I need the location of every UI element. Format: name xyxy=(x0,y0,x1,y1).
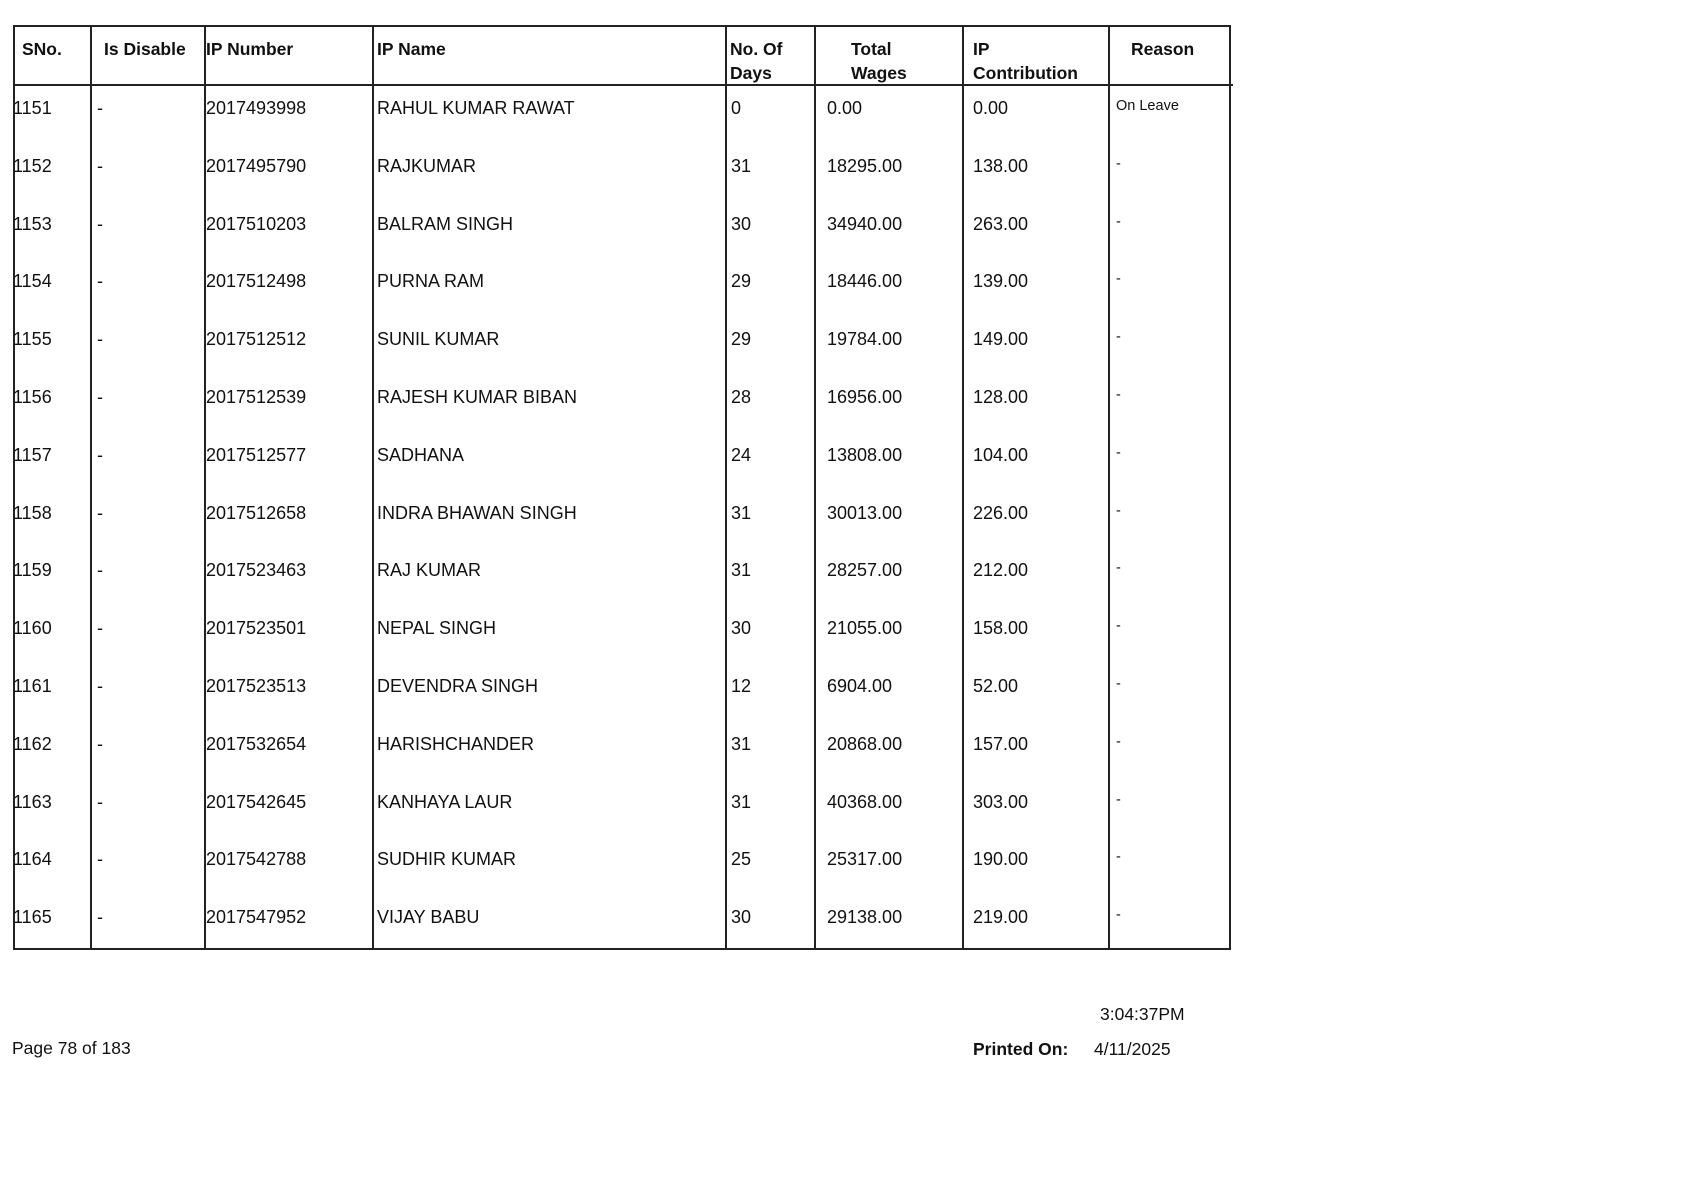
cell-sno: 1161 xyxy=(13,676,52,696)
cell-ip-number: 2017512658 xyxy=(206,502,307,523)
cell-sno: 1156 xyxy=(13,387,52,407)
cell-reason: - xyxy=(1116,907,1121,924)
cell-is-disable: - xyxy=(97,849,103,870)
cell-total-wages: 40368.00 xyxy=(827,791,903,812)
cell-days: 31 xyxy=(731,560,752,581)
cell-reason: - xyxy=(1116,387,1121,403)
cell-total-wages: 21055.00 xyxy=(827,618,903,639)
cell-sno: 1159 xyxy=(13,560,52,581)
cell-reason: - xyxy=(1116,155,1121,172)
cell-total-wages: 13808.00 xyxy=(827,444,903,465)
cell-ip-name: VIJAY BABU xyxy=(377,907,480,928)
column-header-ip-number: IP Number xyxy=(206,39,294,59)
cell-is-disable: - xyxy=(97,618,103,639)
cell-ip-number: 2017523501 xyxy=(206,618,307,639)
column-header-sno: SNo. xyxy=(22,39,62,59)
column-header-is-disable: Is Disable xyxy=(104,39,186,59)
cell-ip-contribution: 190.00 xyxy=(973,849,1029,870)
column-header-ip-contribution: IP Contribution xyxy=(973,39,1078,83)
cell-days: 31 xyxy=(731,502,752,523)
cell-ip-name: RAHUL KUMAR RAWAT xyxy=(377,98,575,118)
cell-days: 30 xyxy=(731,213,752,234)
cell-ip-number: 2017532654 xyxy=(206,733,307,754)
cell-total-wages: 18446.00 xyxy=(827,271,903,292)
cell-total-wages: 25317.00 xyxy=(827,849,903,870)
cell-ip-contribution: 158.00 xyxy=(973,618,1029,639)
cell-days: 25 xyxy=(731,849,752,870)
cell-total-wages: 18295.00 xyxy=(827,155,903,176)
cell-sno: 1153 xyxy=(13,213,52,234)
cell-reason: On Leave xyxy=(1116,98,1179,114)
cell-days: 31 xyxy=(731,791,752,812)
cell-total-wages: 29138.00 xyxy=(827,907,903,928)
cell-ip-number: 2017523513 xyxy=(206,676,307,696)
cell-total-wages: 30013.00 xyxy=(827,502,903,523)
cell-ip-contribution: 139.00 xyxy=(973,271,1029,292)
cell-sno: 1162 xyxy=(13,733,52,754)
cell-ip-number: 2017523463 xyxy=(206,560,307,581)
cell-sno: 1160 xyxy=(13,618,52,639)
cell-reason: - xyxy=(1116,329,1121,346)
cell-is-disable: - xyxy=(97,155,103,176)
cell-is-disable: - xyxy=(97,676,103,696)
cell-is-disable: - xyxy=(97,733,103,754)
cell-ip-number: 2017512539 xyxy=(206,387,307,407)
cell-is-disable: - xyxy=(97,213,103,234)
cell-days: 31 xyxy=(731,733,752,754)
cell-ip-number: 2017493998 xyxy=(206,98,307,118)
column-divider xyxy=(725,25,727,950)
cell-sno: 1164 xyxy=(13,849,52,870)
cell-is-disable: - xyxy=(97,444,103,465)
cell-ip-name: PURNA RAM xyxy=(377,271,485,292)
cell-is-disable: - xyxy=(97,329,103,350)
cell-ip-number: 2017495790 xyxy=(206,155,307,176)
cell-total-wages: 20868.00 xyxy=(827,733,903,754)
cell-reason: - xyxy=(1116,849,1121,866)
cell-ip-name: RAJKUMAR xyxy=(377,155,477,176)
cell-ip-name: SUDHIR KUMAR xyxy=(377,849,517,870)
cell-sno: 1163 xyxy=(13,791,52,812)
cell-reason: - xyxy=(1116,676,1121,692)
cell-ip-number: 2017512577 xyxy=(206,444,307,465)
cell-ip-number: 2017510203 xyxy=(206,213,307,234)
cell-days: 31 xyxy=(731,155,752,176)
printed-time: 3:04:37PM xyxy=(1100,1004,1185,1024)
cell-ip-name: SADHANA xyxy=(377,444,465,465)
cell-sno: 1157 xyxy=(13,444,52,465)
cell-total-wages: 0.00 xyxy=(827,98,863,118)
column-divider xyxy=(1108,25,1110,950)
cell-is-disable: - xyxy=(97,98,103,118)
cell-is-disable: - xyxy=(97,791,103,812)
column-header-ip-name: IP Name xyxy=(377,39,446,59)
page-number: Page 78 of 183 xyxy=(12,1038,131,1058)
cell-days: 24 xyxy=(731,444,752,465)
cell-is-disable: - xyxy=(97,387,103,407)
cell-ip-contribution: 263.00 xyxy=(973,213,1029,234)
cell-ip-number: 2017542788 xyxy=(206,849,307,870)
cell-days: 0 xyxy=(731,98,742,118)
cell-ip-name: HARISHCHANDER xyxy=(377,733,535,754)
cell-ip-contribution: 104.00 xyxy=(973,444,1029,465)
cell-reason: - xyxy=(1116,271,1121,288)
cell-sno: 1165 xyxy=(13,907,52,928)
cell-ip-contribution: 212.00 xyxy=(973,560,1029,581)
cell-ip-number: 2017512498 xyxy=(206,271,307,292)
cell-sno: 1151 xyxy=(13,98,52,118)
cell-reason: - xyxy=(1116,733,1121,750)
cell-ip-contribution: 157.00 xyxy=(973,733,1029,754)
cell-reason: - xyxy=(1116,213,1121,230)
cell-sno: 1158 xyxy=(13,502,52,523)
cell-ip-contribution: 226.00 xyxy=(973,502,1029,523)
cell-ip-contribution: 128.00 xyxy=(973,387,1029,407)
cell-total-wages: 6904.00 xyxy=(827,676,893,696)
cell-reason: - xyxy=(1116,560,1121,577)
cell-days: 28 xyxy=(731,387,752,407)
cell-total-wages: 16956.00 xyxy=(827,387,903,407)
cell-ip-name: BALRAM SINGH xyxy=(377,213,514,234)
cell-ip-contribution: 0.00 xyxy=(973,98,1009,118)
column-header-reason: Reason xyxy=(1131,39,1195,59)
cell-ip-contribution: 52.00 xyxy=(973,676,1019,696)
printed-date: 4/11/2025 xyxy=(1094,1039,1171,1059)
cell-ip-name: INDRA BHAWAN SINGH xyxy=(377,502,577,523)
cell-sno: 1154 xyxy=(13,271,52,292)
cell-ip-name: RAJESH KUMAR BIBAN xyxy=(377,387,578,407)
column-header-days: No. Of Days xyxy=(730,39,783,83)
cell-reason: - xyxy=(1116,444,1121,461)
cell-total-wages: 19784.00 xyxy=(827,329,903,350)
cell-days: 30 xyxy=(731,618,752,639)
cell-sno: 1152 xyxy=(13,155,52,176)
cell-total-wages: 34940.00 xyxy=(827,213,903,234)
cell-ip-name: KANHAYA LAUR xyxy=(377,791,513,812)
cell-ip-name: DEVENDRA SINGH xyxy=(377,676,539,696)
data-table xyxy=(13,25,1231,950)
cell-is-disable: - xyxy=(97,502,103,523)
column-divider xyxy=(90,25,92,950)
cell-ip-number: 2017547952 xyxy=(206,907,307,928)
cell-days: 29 xyxy=(731,271,752,292)
cell-is-disable: - xyxy=(97,560,103,581)
cell-ip-name: RAJ KUMAR xyxy=(377,560,482,581)
column-header-total-wages: Total Wages xyxy=(851,39,907,83)
cell-ip-number: 2017542645 xyxy=(206,791,307,812)
cell-reason: - xyxy=(1116,502,1121,519)
printed-on-label: Printed On: xyxy=(973,1039,1069,1059)
cell-ip-contribution: 138.00 xyxy=(973,155,1029,176)
cell-total-wages: 28257.00 xyxy=(827,560,903,581)
cell-reason: - xyxy=(1116,791,1121,808)
cell-reason: - xyxy=(1116,618,1121,635)
cell-ip-contribution: 219.00 xyxy=(973,907,1029,928)
cell-ip-number: 2017512512 xyxy=(206,329,307,350)
cell-ip-name: NEPAL SINGH xyxy=(377,618,497,639)
cell-ip-contribution: 149.00 xyxy=(973,329,1029,350)
cell-is-disable: - xyxy=(97,907,103,928)
cell-days: 29 xyxy=(731,329,752,350)
cell-is-disable: - xyxy=(97,271,103,292)
column-divider xyxy=(814,25,816,950)
column-divider xyxy=(372,25,374,950)
cell-days: 30 xyxy=(731,907,752,928)
cell-ip-name: SUNIL KUMAR xyxy=(377,329,500,350)
cell-sno: 1155 xyxy=(13,329,52,350)
cell-days: 12 xyxy=(731,676,752,696)
cell-ip-contribution: 303.00 xyxy=(973,791,1029,812)
column-divider xyxy=(962,25,964,950)
